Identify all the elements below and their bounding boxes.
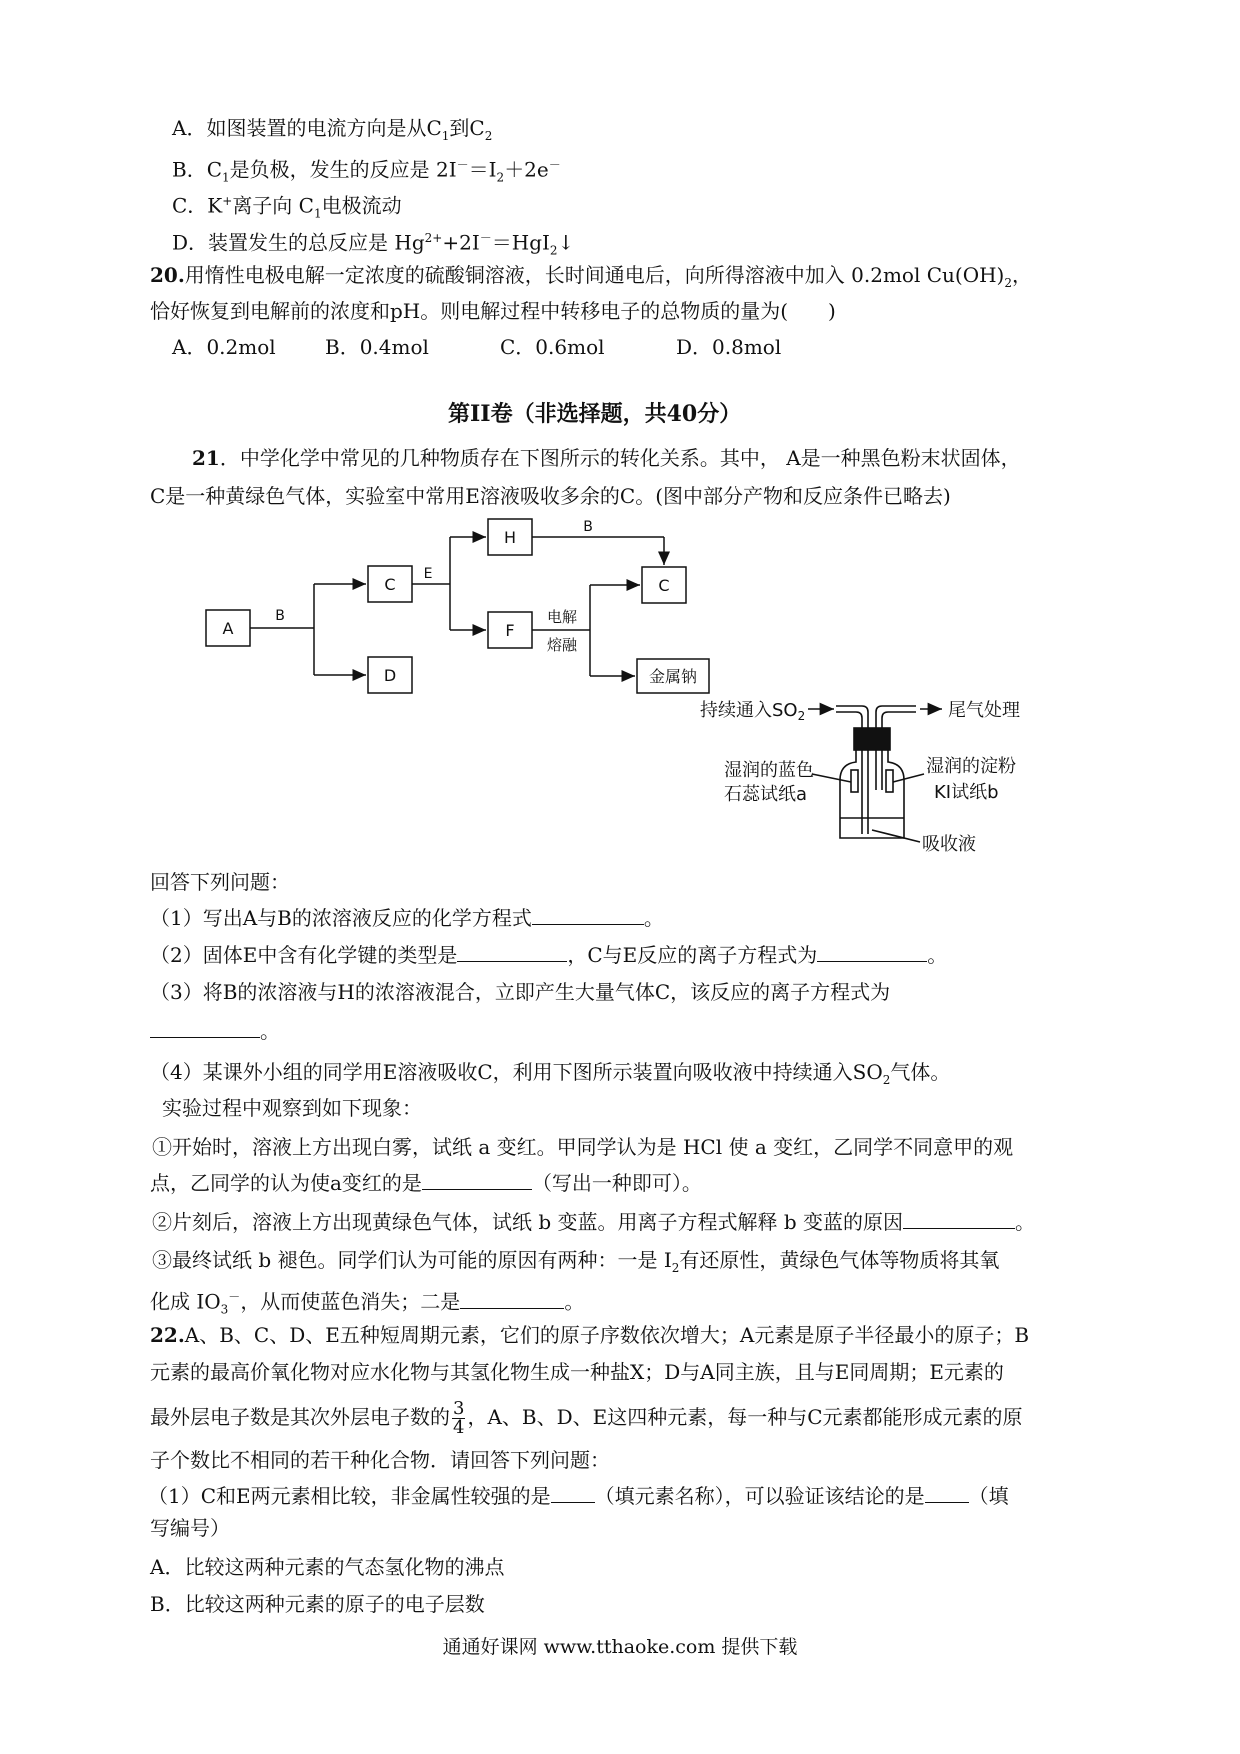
- q20-option-c: C．0.6mol: [500, 335, 605, 359]
- label-c2: C: [658, 576, 670, 595]
- q22-part1: （1）C和E两元素相比较，非金属性较强的是 （填元素名称），可以验证该结论的是 （填: [148, 1484, 1009, 1508]
- fraction-three-quarters: $\frac{3}{4}$: [453, 1398, 465, 1438]
- arrow-label-e: E: [423, 566, 433, 582]
- q19-option-d: D．装置发生的总反应是 $Hg^{2+}+2I^-=HgI_2↓$: [172, 230, 575, 258]
- label-c1: C: [384, 575, 396, 594]
- q22-line2: 元素的最高价氧化物对应水化物与其氢化物生成一种盐X；D与A同主族，且与E同周期；E元素的: [150, 1360, 1004, 1384]
- answer-blank[interactable]: [532, 904, 644, 925]
- answer-blank[interactable]: [422, 1169, 532, 1190]
- q22-option-b: B．比较这两种元素的原子的电子层数: [150, 1592, 485, 1616]
- left-paper-label-1: 湿润的蓝色: [724, 760, 814, 781]
- q20-option-b: B．0.4mol: [325, 335, 429, 359]
- q19-option-c: C．K+离子向 $C_1$电极流动: [172, 193, 402, 221]
- q21-step2: ②片刻后，溶液上方出现黄绿色气体，试纸 b 变蓝。用离子方程式解释 b 变蓝的原因 。: [152, 1210, 1036, 1234]
- q20-option-d: D．0.8mol: [676, 335, 782, 359]
- q20-option-a: A．0.2mol: [172, 335, 276, 359]
- q21-line1: 21．中学化学中常见的几种物质存在下图所示的转化关系。其中， A是一种黑色粉末状固体，: [192, 446, 1021, 470]
- answer-blank[interactable]: [460, 1288, 564, 1309]
- arrow-label-electrolysis: 电解: [546, 608, 578, 626]
- inlet-label: 持续通入$SO_2$: [700, 700, 806, 723]
- left-paper-label-2: 石蕊试纸a: [724, 784, 808, 805]
- label-a: A: [222, 619, 234, 638]
- answer-blank[interactable]: [457, 941, 567, 962]
- q20-line1: 20.用惰性电极电解一定浓度的硫酸铜溶液，长时间通电后，向所得溶液中加入 0.2mol $Cu(OH)_2$，: [150, 263, 1032, 290]
- label-h: H: [503, 528, 517, 547]
- answer-blank[interactable]: [150, 1017, 260, 1038]
- right-paper-label-1: 湿润的淀粉: [926, 756, 1016, 777]
- q21-part3: （3）将B的浓溶液与H的浓溶液混合，立即产生大量气体C，该反应的离子方程式为: [150, 980, 891, 1004]
- q19-option-a: A．如图装置的电流方向是从$C_1$到$C_2$: [172, 116, 493, 143]
- answer-blank[interactable]: [925, 1482, 969, 1503]
- answer-blank[interactable]: [903, 1208, 1015, 1229]
- q21-step1-line2: 点，乙同学的认为使a变红的是 （写出一种即可）。: [150, 1171, 702, 1195]
- page-footer: 通通好课网 www.tthaoke.com 提供下载: [442, 1636, 798, 1658]
- label-f: F: [505, 621, 515, 640]
- absorbent-label: 吸收液: [922, 834, 976, 855]
- q21-step3-line1: ③最终试纸 b 褪色。同学们认为可能的原因有两种：一是 $I_2$有还原性，黄绿色气体等物质将其氧: [152, 1248, 1000, 1275]
- label-sodium: 金属钠: [648, 667, 698, 686]
- q21-part1: （1）写出A与B的浓溶液反应的化学方程式 。: [150, 906, 664, 930]
- section-title: 第II卷（非选择题，共40分）: [448, 401, 742, 427]
- q19-option-b: B．$C_1$是负极，发生的反应是 $2I^-=I_2+2e^-$: [172, 157, 561, 185]
- right-paper-label-2: KI试纸b: [934, 782, 999, 803]
- label-d: D: [383, 666, 397, 685]
- q21-line2: C是一种黄绿色气体，实验室中常用E溶液吸收多余的C。(图中部分产物和反应条件已略去): [150, 484, 951, 508]
- q22-option-a: A．比较这两种元素的气态氢化物的沸点: [150, 1555, 505, 1579]
- outlet-label: 尾气处理: [948, 700, 1020, 721]
- arrow-label-molten: 熔融: [546, 636, 578, 654]
- q21-step1-line1: ①开始时，溶液上方出现白雾，试纸 a 变红。甲同学认为是 HCl 使 a 变红，乙同学不同意甲的观: [152, 1135, 1014, 1159]
- q20-line2: 恰好恢复到电解前的浓度和pH。则电解过程中转移电子的总物质的量为( ): [150, 299, 836, 323]
- q22-line4: 子个数比不相同的若干种化合物．请回答下列问题：: [150, 1448, 610, 1472]
- q22-part1-cont: 写编号）: [150, 1516, 230, 1540]
- arrow-label-b2: B: [583, 519, 593, 535]
- q21-part2: （2）固体E中含有化学键的类型是 ，C与E反应的离子方程式为 。: [150, 943, 948, 967]
- answer-blank[interactable]: [551, 1482, 595, 1503]
- answer-blank[interactable]: [817, 941, 927, 962]
- q21-part4-intro: 实验过程中观察到如下现象：: [162, 1096, 422, 1120]
- q22-line1: 22.A、B、C、D、E五种短周期元素，它们的原子序数依次增大；A元素是原子半径最小的原子；B: [150, 1323, 1030, 1347]
- q21-part4: （4）某课外小组的同学用E溶液吸收C，利用下图所示装置向吸收液中持续通入$SO_2$气体。: [150, 1060, 951, 1087]
- q21-step3-line2: 化成 $IO_3^-$，从而使蓝色消失；二是 。: [150, 1289, 585, 1317]
- arrow-label-b1: B: [275, 608, 285, 624]
- q21-answer-intro: 回答下列问题：: [150, 870, 290, 894]
- q22-line3: 最外层电子数是其次外层电子数的 $\frac{3}{4}$ ，A、B、D、E这四种元素，每一种与C元素都能形成元素的原: [150, 1398, 1023, 1438]
- q21-part3-answer: 。: [150, 1017, 280, 1045]
